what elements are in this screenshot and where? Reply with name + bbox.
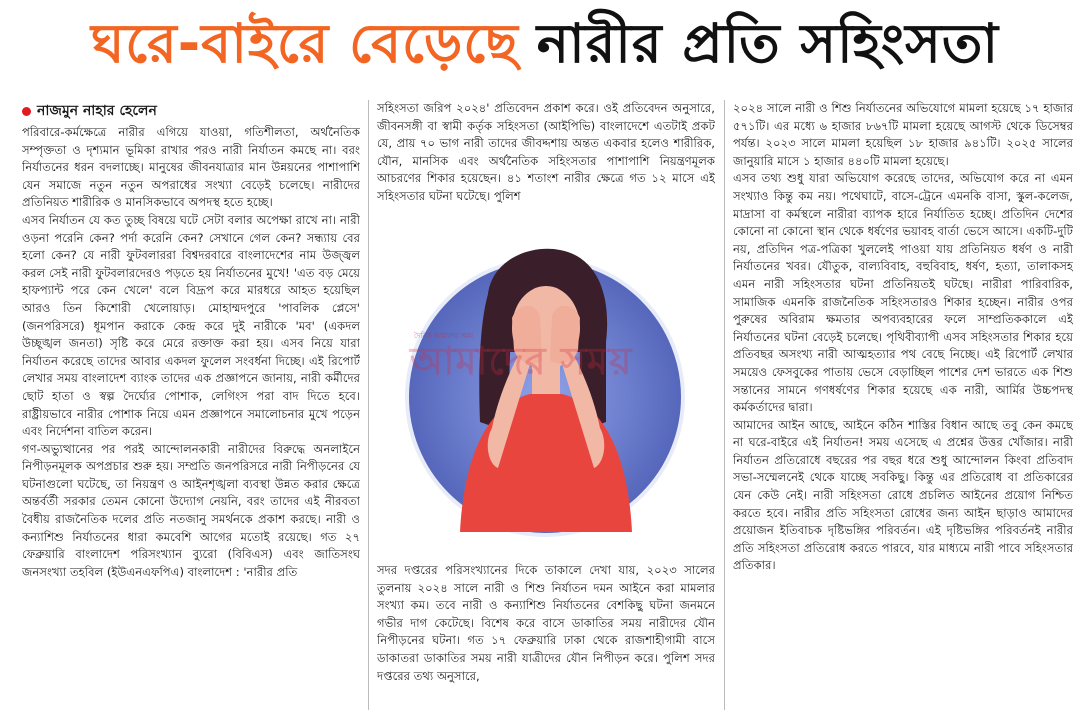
paragraph: সহিংসতা জরিপ ২০২৪' প্রতিবেদন প্রকাশ করে। ওই প্রতিবেদন অনুসারে, জীবনসঙ্গী বা স্বামী কর্তৃক সহিংসতা (আইপিভি) বাংলাদেশে এতটাই প্রকট যে, প্রায় ৭০ ভাগ নারী তাদের জীবদ্দশায় অন্তত একবার হলেও শারীরিক, যৌন, মানসিক এবং অর্থনৈতিক সহিংসতার পাশাপাশি নিয়ন্ত্রণমূলক আচরণের শিকার হয়েছেন। ৪১ শতাংশ নারীর ক্ষেত্রে গত ১২ মাসে এই সহিংসতার ঘটনা ঘটেছে। পুলিশ (377, 101, 715, 203)
paragraph: ২০২৪ সালে নারী ও শিশু নির্যাতনের অভিযোগে মামলা হয়েছে ১৭ হাজার ৫৭১টি। এর মধ্যে ৬ হাজার ৮৬৭টি মামলা হয়েছে আগস্ট থেকে ডিসেম্বর পর্যন্ত। ২০২৩ সালে মামলা হয়েছিল ১৮ হাজার ৯৪১টি। ২০২৫ সালের জানুয়ারি মাসে ১ হাজার ৪৪০টি মামলা হয়েছে। (733, 101, 1073, 168)
paragraph: গণ-অভ্যুত্থানের পর পরই আন্দোলনকারী নারীদের বিরুদ্ধে অনলাইনে নিপীড়নমূলক অপপ্রচার শুরু হয়। সম্প্রতি জনপরিসরে নারী নিপীড়নের যে ঘটনাগুলো ঘটেছে, তা নিয়ন্ত্রণ ও আইনশৃঙ্খলা ব্যবস্থা উন্নত করার ক্ষেত্রে অন্তর্বর্তী সরকার তেমন কোনো উদ্যোগ নেয়নি, বরং তাদের এই নীরবতা বৈধীয় রাজনৈতিক দলের প্রতি নতজানু সমর্থনকে প্রকাশ করছে। নারী ও কন্যাশিশু নির্যাতনের ধারা কমবেশি আগের মতোই রয়েছে। গত ২৭ ফেব্রুয়ারি বাংলাদেশ পরিসংখ্যান ব্যুরো (বিবিএস) এবং জাতিসংঘ জনসংখ্যা তহবিল (ইউএনএফপিএ) বাংলাদেশ : 'নারীর প্রতি (22, 441, 360, 579)
paragraph: আমাদের আইন আছে, আইনে কঠিন শাস্তির বিধান আছে তবু কেন কমছে না ঘরে-বাইরে এই নির্যাতন! সময় এসেছে এ প্রশ্নের উত্তর খোঁজার। নারী নির্যাতন প্রতিরোধে বছরের পর বছর ধরে শুধু আন্দোলন কিংবা প্রতিবাদ সভা-সম্মেলনেই থেকে যাচ্ছে সবকিছু। কিন্তু এর প্রতিরোধ বা প্রতিকারের যেন কেউ নেই। নারী সহিংসতা রোধে প্রচলিত আইনের প্রয়োগ নিশ্চিত করতে হবে। নারীর প্রতি সহিংসতা রোধের জন্য আইন ছাড়াও আমাদের প্রয়োজন ইতিবাচক দৃষ্টিভঙ্গির পরিবর্তন। এই দৃষ্টিভঙ্গির পরিবর্তনই নারীর প্রতি সহিংসতা প্রতিরোধ করতে পারবে, যার মাধ্যমে নারী পাবে সহিংসতার প্রতিকার। (733, 417, 1073, 573)
article-column-2-top (377, 100, 715, 250)
paragraph: পরিবারে-কর্মক্ষেত্রে নারীর এগিয়ে যাওয়া, গতিশীলতা, অর্থনৈতিক সম্পৃক্ততা ও দৃশ্যমান ভূমিকা রাখার পরও নারী নির্যাতন কমছে না। বরং নির্যাতনের ধরন বদলাচ্ছে। মানুষের জীবনযাত্রার মান উন্নয়নের পাশাপাশি যেন সমাজে নতুন নতুন অপরাধের সংখ্যা বেড়েই চলেছে। নারীদের প্রতিনিয়ত শারীরিক ও মানসিকভাবে অপদস্থ হতে হচ্ছে। (22, 125, 360, 210)
paragraph: এসব তথ্য শুধু যারা অভিযোগ করেছে তাদের, অভিযোগ করে না এমন সংখ্যাও কিন্তু কম নয়। পথেঘাটে, বাসে-ট্রেনে এমনকি বাসা, স্কুল-কলেজ, মাদ্রাসা বা কর্মস্থলে নারীরা ব্যাপক হারে নির্যাতিত হচ্ছে। প্রতিদিন দেশের কোনো না কোনো স্থান থেকে ধর্ষণের ভয়াবহ বার্তা ভেসে আসে। একটি-দুটি নয়, প্রতিদিন পত্র-পত্রিকা খুললেই পাওয়া যায় প্রতিনিয়ত ধর্ষণ ও নারী নির্যাতনের খবর। যৌতুক, বাল্যবিবাহ, বহুবিবাহ, ধর্ষণ, হত্যা, তালাকসহ এমন নারী সহিংসতার ঘটনা প্রতিনিয়তই ঘটছে। নারীরা পারিবারিক, সামাজিক এমনকি রাজনৈতিক সহিংসতারও শিকার হচ্ছেন। নারীর ওপর পুরুষের অবিরাম ক্ষমতার অপব্যবহারের ফলে সাম্প্রতিককালে এই নির্যাতনের ঘটনা বেড়েই চলেছে। পৃথিবীব্যাপী এসব সহিংসতার শিকার হয়ে প্রতিবছর অসংখ্য নারী আত্মহত্যার পথ বেছে নিচ্ছে। এই রিপোর্ট লেখার সময়েও ফেসবুকের পাতায় ভেসে বেড়াচ্ছিল পাশের দেশ ভারতে এক শিশু সন্তানের সামনে গণধর্ষণের শিকার হয়েছে এক নারী, আর্মির উচ্চপদস্থ কর্মকর্তাদের দ্বারা। (733, 171, 1073, 415)
column-divider (368, 100, 369, 710)
watermark: আমাদের সময় (410, 339, 633, 383)
watermark-small: দৈনিক আমাদের সময় (414, 332, 474, 340)
article-column-3 (733, 100, 1073, 712)
byline (22, 100, 360, 122)
article-column-2-bottom (377, 562, 715, 712)
bullet-dot-icon (22, 107, 31, 116)
paragraph: এসব নির্যাতন যে কত তুচ্ছ বিষয়ে ঘটে সেটা বলার অপেক্ষা রাখে না। নারী ওড়না পরেনি কেন? পর্দা করেনি কেন? সেখানে গেল কেন? সন্ধ্যায় বের হলো কেন? যে নারী ফুটবলাররা বিশ্বদরবারে বাংলাদেশের নাম উজ্জ্বল করল সেই নারী ফুটবলারদেরও পড়তে হয় নির্যাতনের মুখে! 'এত বড় মেয়ে হাফপ্যান্ট পরে কেন খেলে' বলে বিদ্রূপ করে মারধরে আহত হয়েছিল আরও তিন কিশোরী খেলোয়াড়। মোহাম্মদপুরে 'পাবলিক প্লেসে' (জনপরিসরে) ধূমপান করাকে কেন্দ্র করে দুই নারীকে 'মব' (একদল উচ্ছৃঙ্খল জনতা) সৃষ্টি করে মেরে রক্তাক্ত করা হয়। এসব নিয়ে যারা নির্যাতন করেছে তাদের আবার একদল ফুলেল সংবর্ধনা দিচ্ছে। এই রিপোর্ট লেখার সময় বাংলাদেশ ব্যাংক তাদের এক প্রজ্ঞাপনে জানায়, নারী কর্মীদের ছোট হাতা ও স্বল্প দৈর্ঘ্যের পোশাক, লেগিংস পরা বাদ দিতে হবে। রাষ্ট্রীয়ভাবে নারীর পোশাক নিয়ে এমন প্রজ্ঞাপনে সমালোচনার মুখে পড়েন এবং নির্দেশনা বাতিল করেন। (22, 212, 360, 439)
article-column-1 (22, 100, 360, 712)
headline (0, 4, 1090, 90)
author-name: নাজমুন নাহার হেলেন (37, 103, 157, 119)
headline-main-part: নারীর প্রতি সহিংসতা (536, 12, 999, 75)
paragraph: সদর দপ্তরের পরিসংখ্যানের দিকে তাকালে দেখা যায়, ২০২৩ সালের তুলনায় ২০২৪ সালে নারী ও শিশু নির্যাতন দমন আইনে করা মামলার সংখ্যা কম। তবে নারী ও কন্যাশিশু নির্যাতনের বেশকিছু ঘটনা জনমনে গভীর দাগ কেটেছে। বিশেষ করে বাসে ডাকাতির সময় নারীদের যৌন নিপীড়নের ঘটনা। গত ১৭ ফেব্রুয়ারি ঢাকা থেকে রাজশাহীগামী বাসে ডাকাতরা ডাকাতির সময় নারী যাত্রীদের যৌন নিপীড়ন করে। পুলিশ সদর দপ্তরের তথ্য অনুসারে, (377, 563, 715, 683)
headline-accent-part: ঘরে-বাইরে বেড়েছে (90, 12, 519, 75)
illustration-distressed-woman (380, 232, 710, 552)
column-divider (724, 100, 725, 710)
